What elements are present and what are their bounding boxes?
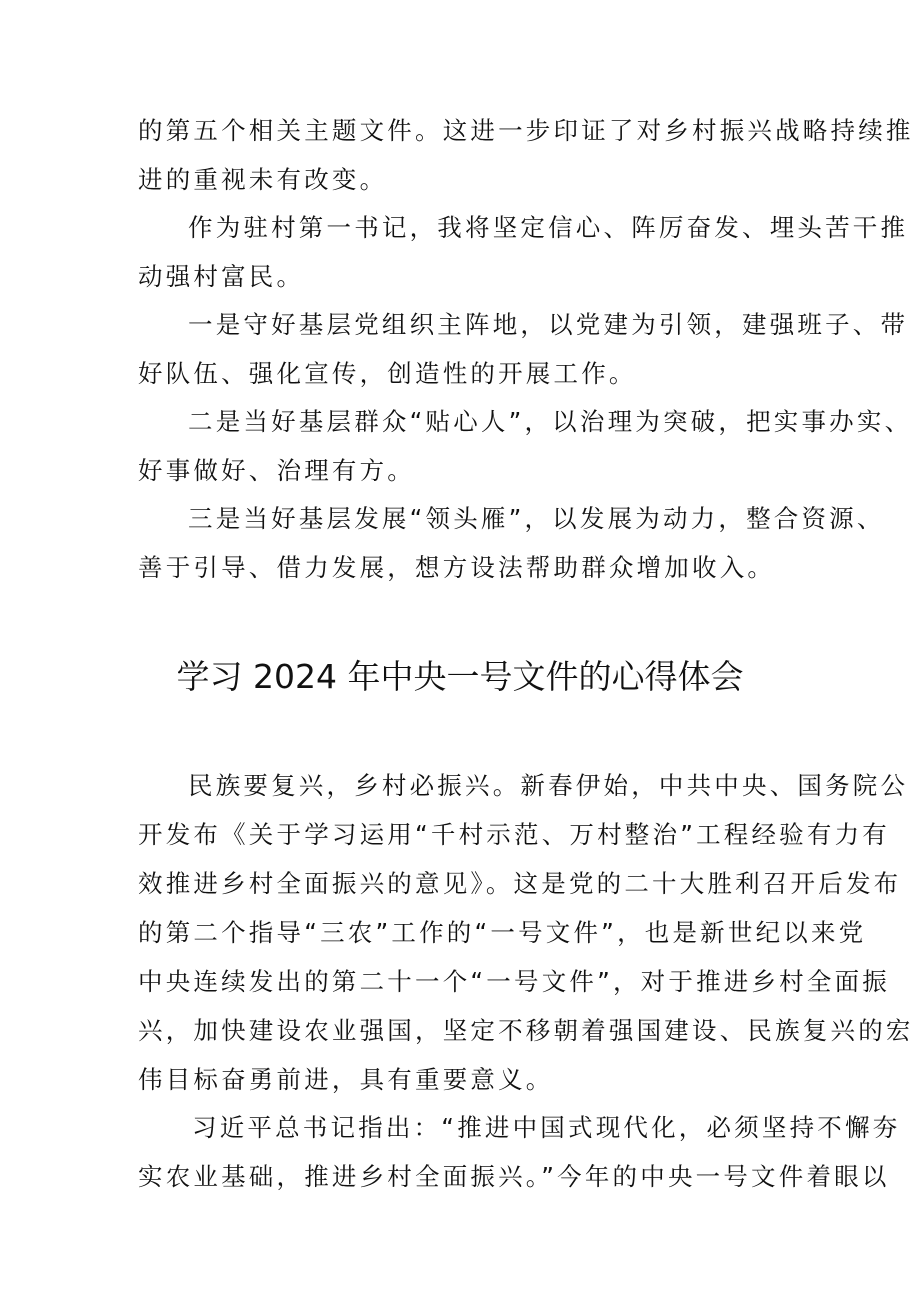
paragraph-first-secretary — [138, 203, 909, 301]
paragraph-intro — [138, 761, 914, 1104]
text-line: 二是当好基层群众“贴心人”，以治理为突破，把实事办实、 — [188, 407, 913, 436]
text-line: 动强村富民。 — [138, 262, 305, 291]
text-line: 进的重视未有改变。 — [138, 165, 388, 194]
text-line: 习近平总书记指出：“推进中国式现代化，必须坚持不懈夯 — [192, 1113, 901, 1142]
article-title: 学习 2024 年中央一号文件的心得体会 — [176, 657, 744, 696]
text-line: 三是当好基层发展“领头雁”，以发展为动力，整合资源、 — [188, 504, 885, 533]
paragraph-quote — [138, 1103, 901, 1201]
text-line: 伟目标奋勇前进，具有重要意义。 — [138, 1065, 554, 1094]
text-line: 的第二个指导“三农”工作的“一号文件”，也是新世纪以来党 — [138, 918, 867, 947]
paragraph-point-three — [138, 494, 885, 592]
text-line: 效推进乡村全面振兴的意见》。这是党的二十大胜利召开后发布 — [138, 869, 902, 898]
text-line: 好队伍、强化宣传，创造性的开展工作。 — [138, 359, 637, 388]
text-line: 好事做好、治理有方。 — [138, 456, 415, 485]
text-line: 实农业基础，推进乡村全面振兴。”今年的中央一号文件着眼以 — [138, 1162, 890, 1191]
paragraph-continuation — [138, 106, 914, 204]
text-line: 的第五个相关主题文件。这进一步印证了对乡村振兴战略持续推 — [138, 116, 914, 145]
text-line: 一是守好基层党组织主阵地，以党建为引领，建强班子、带 — [188, 310, 909, 339]
text-line: 民族要复兴，乡村必振兴。新春伊始，中共中央、国务院公 — [188, 771, 909, 800]
paragraph-point-one — [138, 300, 909, 398]
paragraph-point-two — [138, 397, 913, 495]
text-line: 作为驻村第一书记，我将坚定信心、阵厉奋发、埋头苦干推 — [188, 213, 909, 242]
text-line: 中央连续发出的第二十一个“一号文件”，对于推进乡村全面振 — [138, 967, 890, 996]
text-line: 善于引导、借力发展，想方设法帮助群众增加收入。 — [138, 553, 776, 582]
text-line: 开发布《关于学习运用“千村示范、万村整治”工程经验有力有 — [138, 820, 890, 849]
text-line: 兴，加快建设农业强国，坚定不移朝着强国建设、民族复兴的宏 — [138, 1016, 914, 1045]
